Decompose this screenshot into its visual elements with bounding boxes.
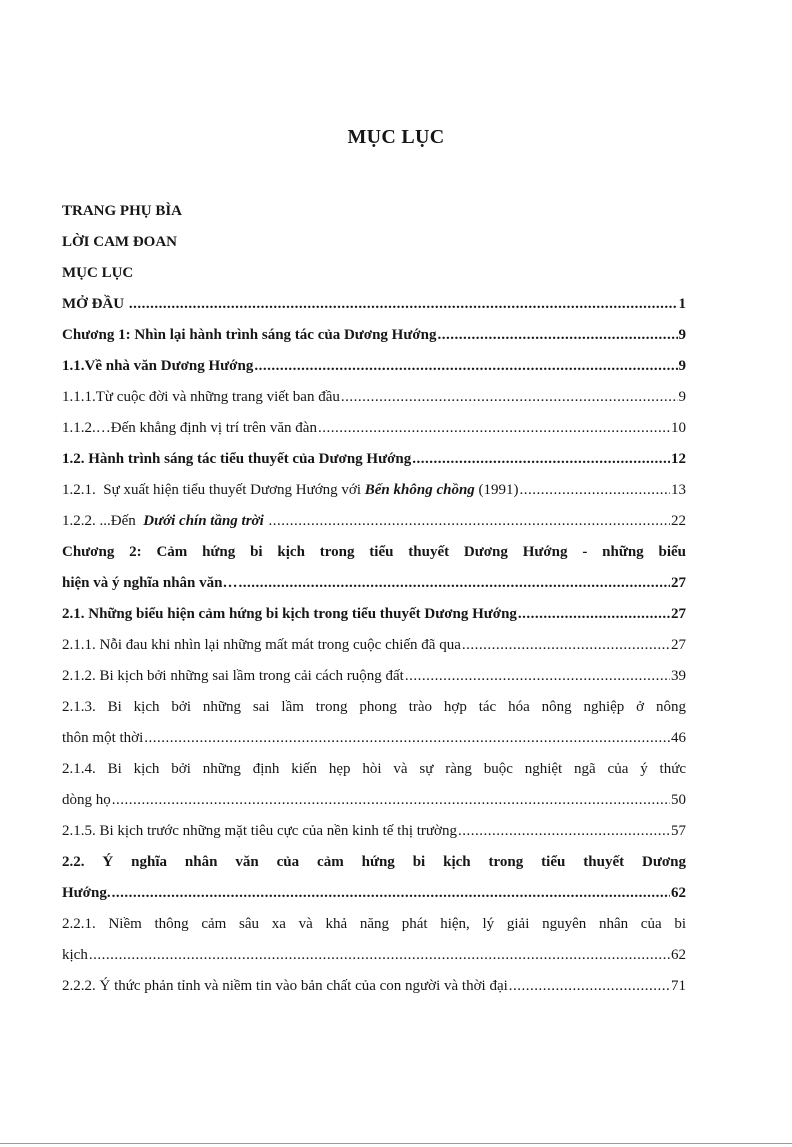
toc-entry-chapter-2-line2 (62, 568, 686, 599)
toc-page-number: 50 (671, 792, 686, 808)
toc-item-declaration: LỜI CAM ĐOAN (62, 234, 177, 250)
toc-page-number: 13 (671, 482, 686, 498)
toc-item-contents: MỤC LỤC (62, 265, 134, 281)
leader-dots (254, 351, 677, 382)
toc-entry-text: MỞ ĐẦU (62, 296, 128, 312)
leader-dots (412, 444, 670, 475)
toc-entry-text: thôn một thời (62, 730, 144, 746)
toc-page-number: 62 (671, 947, 686, 963)
leader-dots (438, 320, 678, 351)
leader-dots (112, 878, 670, 909)
leader-dots (318, 413, 670, 444)
toc-entry-2-1-4-line2 (62, 785, 686, 816)
leader-dots (509, 971, 670, 1002)
toc-page-number: 62 (671, 885, 686, 901)
toc-entry-text: kịch (62, 947, 88, 963)
toc-entry-2-2-line2 (62, 878, 686, 909)
toc-page-number: 71 (671, 978, 686, 994)
toc-entry-text: dòng họ (62, 792, 111, 808)
novel-title: Dưới chín tầng trời (143, 513, 264, 529)
toc-page-number: 46 (671, 730, 686, 746)
toc-page-number: 27 (671, 575, 686, 591)
toc-entry-2-2-line1: 2.2. Ý nghĩa nhân văn của cảm hứng bi kịch trong tiểu thuyết Dương (62, 854, 686, 870)
toc-entry-2-1-2 (62, 661, 686, 692)
toc-entry-2-1-3-line1: 2.1.3. Bi kịch bởi những sai lầm trong phong trào hợp tác hóa nông nghiệp ở nông (62, 699, 686, 715)
toc-entry-1-1-1 (62, 382, 686, 413)
toc-page-number: 9 (678, 389, 686, 405)
toc-entry-2-1-1 (62, 630, 686, 661)
toc-page-number: 57 (671, 823, 686, 839)
leader-dots (269, 506, 670, 537)
toc-entry-text: 2.2.2. Ý thức phản tỉnh và niềm tin vào bản chất của con người và thời đại (62, 978, 508, 994)
toc-entry-2-1-3-line2 (62, 723, 686, 754)
toc-entry-text: Chương 1: Nhìn lại hành trình sáng tác của Dương Hướng (62, 327, 437, 343)
toc-entry-1-2 (62, 444, 686, 475)
toc-entry-text: 1.1.1.Từ cuộc đời và những trang viết ban đầu (62, 389, 340, 405)
toc-entry-1-1 (62, 351, 686, 382)
toc-entry-2-1-4-line1: 2.1.4. Bi kịch bởi những định kiến hẹp hòi và sự ràng buộc nghiệt ngã của ý thức (62, 761, 686, 777)
leader-dots (341, 382, 678, 413)
leader-dots (238, 568, 670, 599)
toc-page-number: 9 (678, 358, 686, 374)
toc-entry-text: Hướng. (62, 885, 111, 901)
toc-entry-2-1 (62, 599, 686, 630)
toc-entry-2-1-5 (62, 816, 686, 847)
toc-item-cover: TRANG PHỤ BÌA (62, 203, 183, 219)
page-title: MỤC LỤC (347, 126, 445, 148)
toc-entry-text: hiện và ý nghĩa nhân văn… (62, 575, 238, 591)
toc-entry-text: 1.1.Về nhà văn Dương Hướng (62, 358, 254, 374)
leader-dots (89, 940, 670, 971)
table-of-contents (62, 196, 686, 1002)
leader-dots (405, 661, 670, 692)
leader-dots (458, 816, 670, 847)
toc-entry-chapter-2-line1: Chương 2: Cảm hứng bi kịch trong tiểu thuyết Dương Hướng - những biểu (62, 544, 686, 560)
toc-page-number: 27 (671, 606, 686, 622)
toc-page-number: 22 (671, 513, 686, 529)
toc-entry-2-2-1-line2 (62, 940, 686, 971)
toc-entry-2-2-1-line1: 2.2.1. Niềm thông cảm sâu xa và khả năng phát hiện, lý giải nguyên nhân của bi (62, 916, 686, 932)
toc-entry-2-2-2 (62, 971, 686, 1002)
toc-page-number: 9 (678, 327, 686, 343)
toc-entry-text: 2.1.2. Bi kịch bởi những sai lầm trong cải cách ruộng đất (62, 668, 404, 684)
toc-entry-text: 1.2.1. Sự xuất hiện tiểu thuyết Dương Hướng với Bến không chồng (1991) (62, 482, 519, 498)
toc-page-number: 12 (671, 451, 686, 467)
toc-page-number: 39 (671, 668, 686, 684)
toc-page-number: 10 (671, 420, 686, 436)
toc-entry-text: 1.2. Hành trình sáng tác tiểu thuyết của Dương Hướng (62, 451, 412, 467)
toc-entry-text: 2.1. Những biểu hiện cảm hứng bi kịch trong tiểu thuyết Dương Hướng (62, 606, 517, 622)
toc-entry-1-2-2 (62, 506, 686, 537)
toc-entry-intro (62, 289, 686, 320)
toc-entry-1-1-2 (62, 413, 686, 444)
toc-entry-1-2-1 (62, 475, 686, 506)
leader-dots (518, 599, 670, 630)
leader-dots (520, 475, 670, 506)
leader-dots (462, 630, 670, 661)
novel-title: Bến không chồng (364, 482, 475, 498)
page-bottom-edge (0, 1143, 792, 1144)
toc-entry-text: 1.2.2. ...Đến Dưới chín tầng trời (62, 513, 264, 529)
leader-dots (144, 723, 670, 754)
leader-dots (129, 289, 678, 320)
toc-page-number: 1 (678, 296, 686, 312)
toc-page-number: 27 (671, 637, 686, 653)
toc-entry-text: 2.1.1. Nỗi đau khi nhìn lại những mất mát trong cuộc chiến đã qua (62, 637, 461, 653)
toc-entry-chapter-1 (62, 320, 686, 351)
toc-entry-text: 2.1.5. Bi kịch trước những mặt tiêu cực của nền kinh tế thị trường (62, 823, 457, 839)
leader-dots (112, 785, 670, 816)
toc-entry-text: 1.1.2.…Đến khẳng định vị trí trên văn đàn (62, 420, 317, 436)
